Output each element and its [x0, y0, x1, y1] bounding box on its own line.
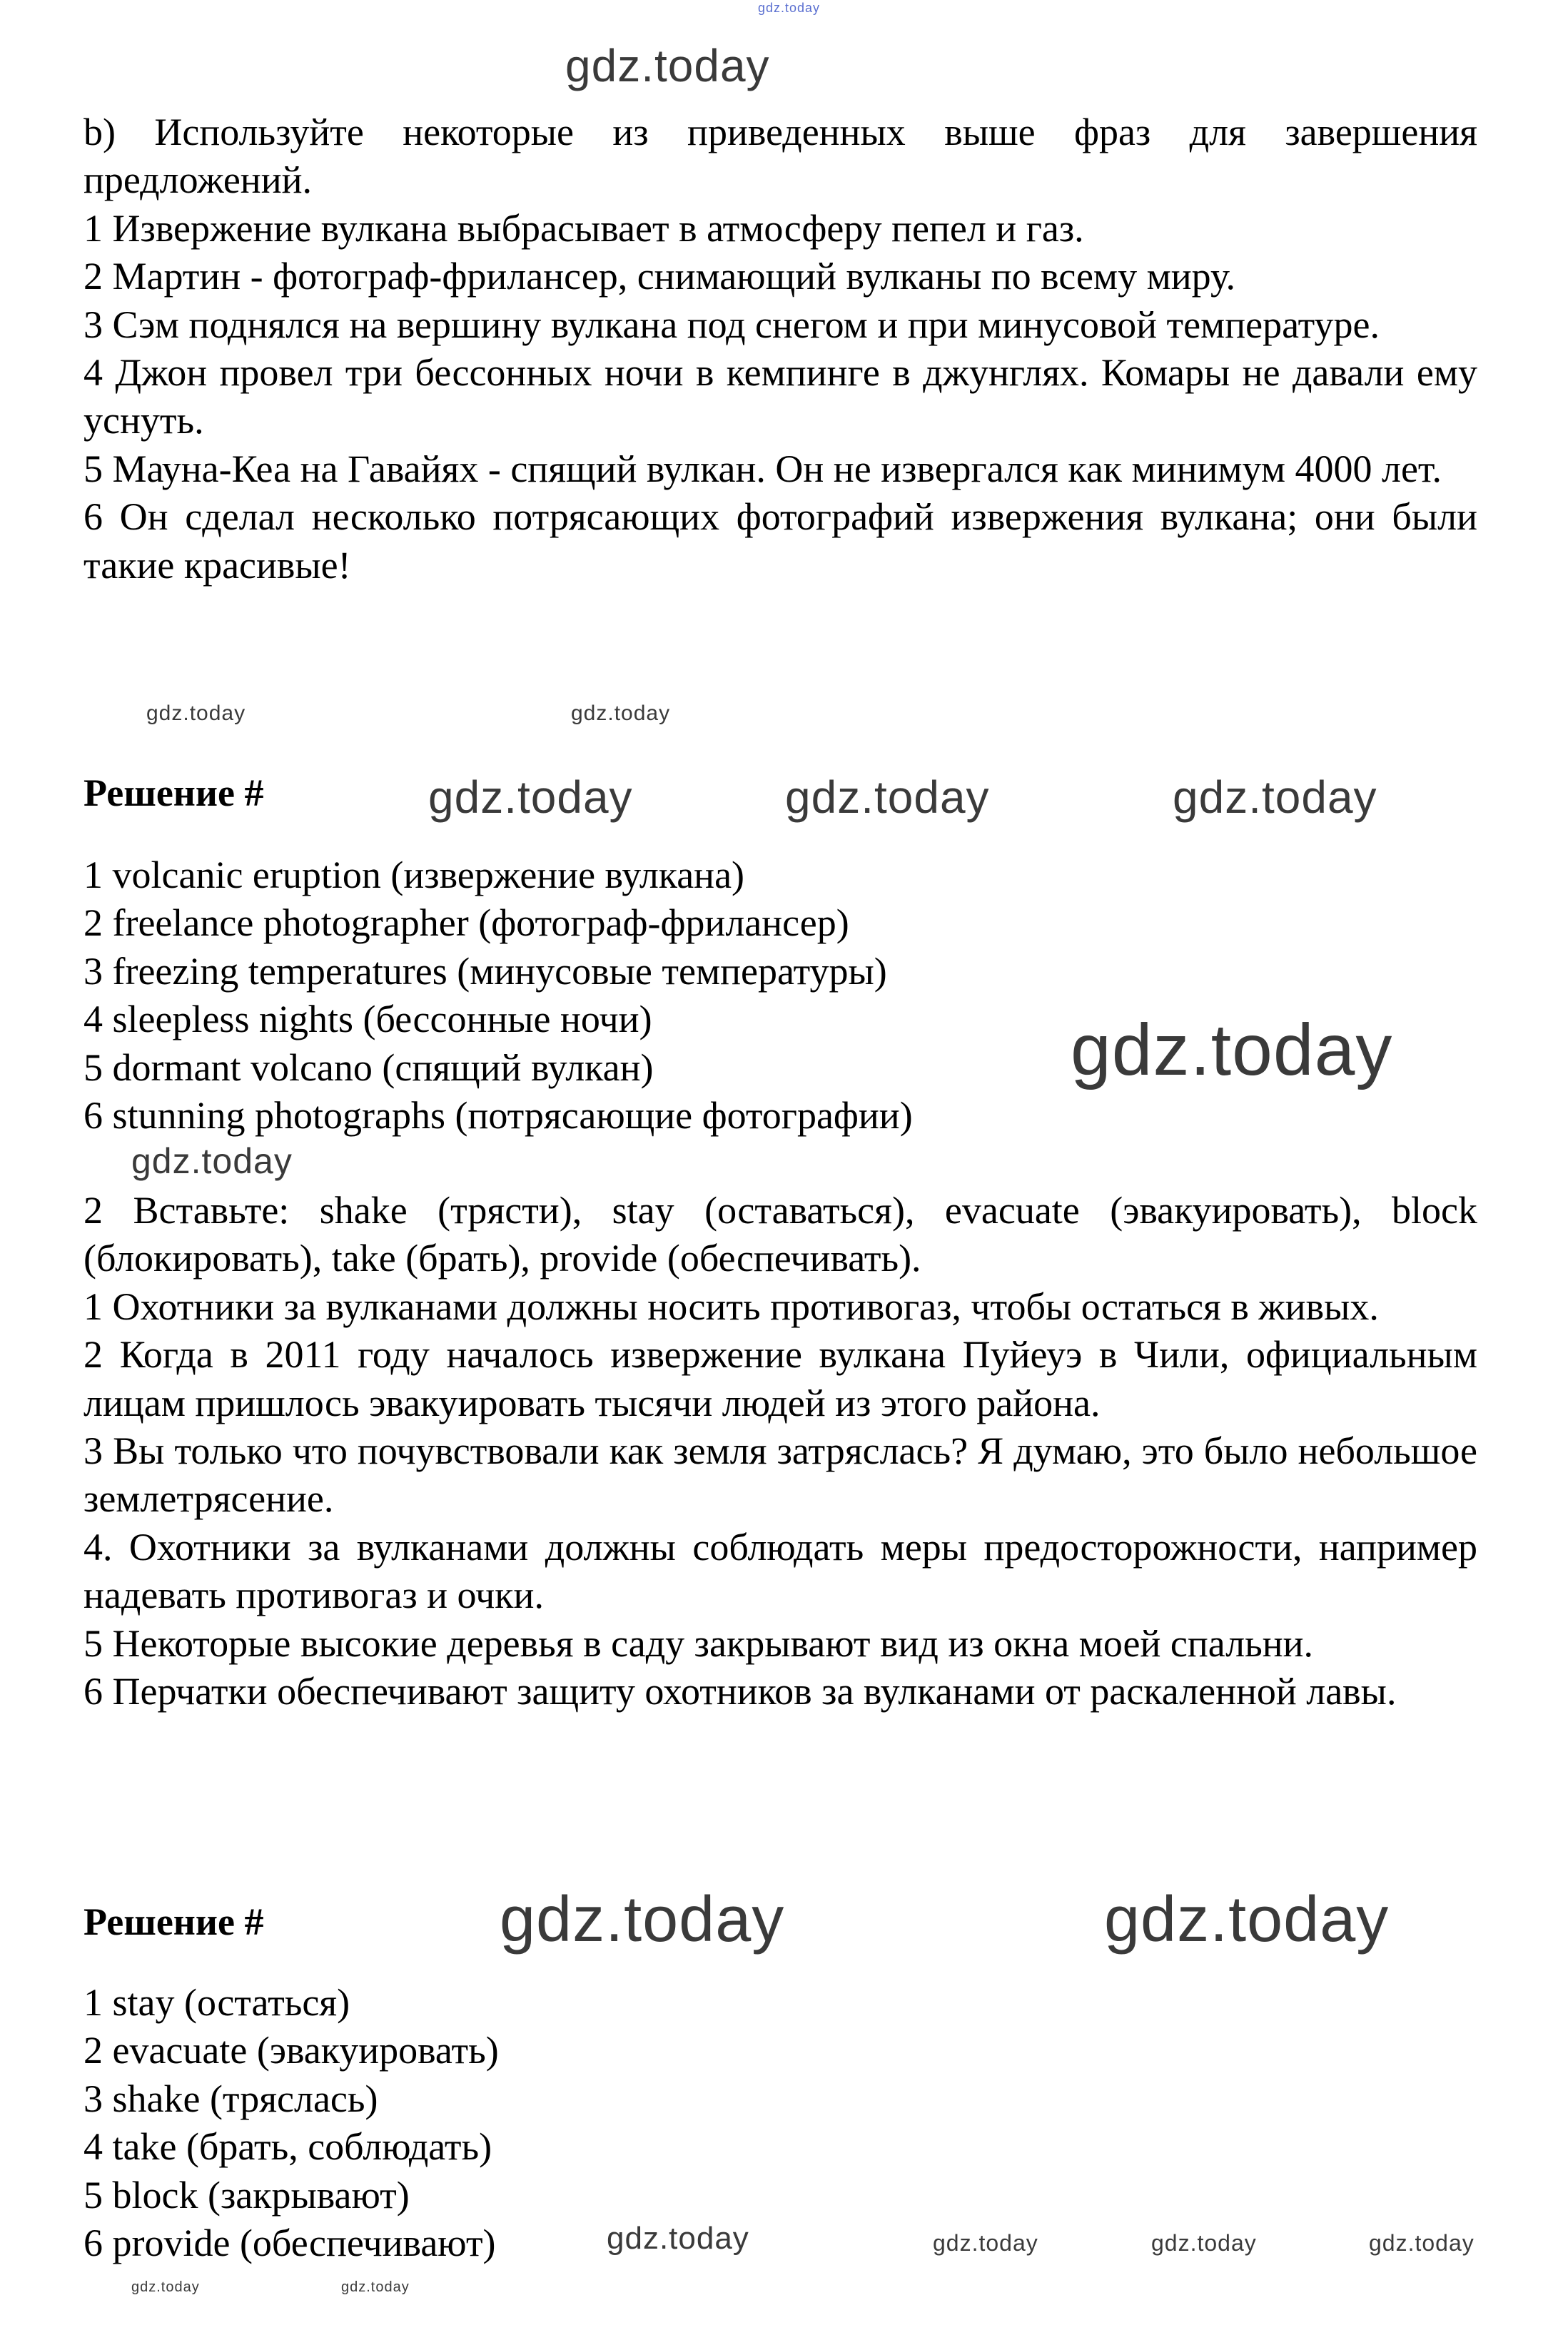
answer: 5 dormant volcano (спящий вулкан)	[84, 1045, 654, 1089]
solution-2-heading: Решение #	[84, 1900, 264, 1943]
watermark: gdz.today	[1369, 2230, 1475, 2256]
watermark: gdz.today	[565, 40, 770, 91]
watermark: gdz.today	[500, 1884, 785, 1955]
answer: 6 provide (обеспечивают)	[84, 2222, 496, 2265]
answer: 2 freelance photographer (фотограф-фрилансер)	[84, 901, 849, 945]
answer: 4 sleepless nights (бессонные ночи)	[84, 998, 652, 1041]
watermark: gdz.today	[1173, 771, 1377, 823]
solution-2-list	[84, 1979, 583, 2267]
sentence: 5 Некоторые высокие деревья в саду закрывают вид из окна моей спальни.	[84, 1621, 1314, 1665]
sentence: 3 Сэм поднялся на вершину вулкана под снегом и при минусовой температуре.	[84, 303, 1380, 346]
task-2-intro: 2 Вставьте: shake (трясти), stay (оставаться), evacuate (эвакуировать), block (блокировать), take (брать), provide (обеспечивать).	[84, 1189, 1477, 1280]
watermark: gdz.today	[571, 701, 671, 725]
sentence: 1 Охотники за вулканами должны носить противогаз, чтобы остаться в живых.	[84, 1285, 1379, 1328]
watermark: gdz.today	[1151, 2230, 1257, 2256]
watermark: gdz.today	[1071, 1009, 1393, 1090]
watermark: gdz.today	[341, 2279, 410, 2295]
task-b	[84, 108, 1477, 589]
sentence: 3 Вы только что почувствовали как земля затряслась? Я думаю, это было небольшое землетрясение.	[84, 1429, 1477, 1521]
solution-1-heading: Решение #	[84, 771, 264, 814]
answer: 4 take (брать, соблюдать)	[84, 2125, 492, 2169]
watermark: gdz.today	[146, 701, 246, 725]
answer: 6 stunning photographs (потрясающие фотографии)	[84, 1094, 913, 1138]
sentence: 2 Мартин - фотограф-фрилансер, снимающий вулканы по всему миру.	[84, 255, 1236, 298]
answer: 3 freezing temperatures (минусовые температуры)	[84, 949, 887, 993]
task-2	[84, 1187, 1477, 1716]
watermark: gdz.today	[607, 2221, 749, 2256]
watermark: gdz.today	[785, 771, 990, 823]
watermark: gdz.today	[758, 1, 821, 15]
watermark: gdz.today	[933, 2230, 1038, 2256]
answer: 5 block (закрывают)	[84, 2173, 410, 2217]
watermark: gdz.today	[1104, 1884, 1390, 1955]
watermark: gdz.today	[131, 2279, 200, 2295]
answer: 1 volcanic eruption (извержение вулкана)	[84, 854, 745, 896]
task-b-intro: b) Используйте некоторые из приведенных выше фраз для завершения предложений.	[84, 111, 1477, 202]
answer: 1 stay (остаться)	[84, 1981, 350, 2024]
watermark: gdz.today	[131, 1141, 293, 1181]
sentence: 2 Когда в 2011 году началось извержение вулкана Пуйеуэ в Чили, официальным лицам пришлось эвакуировать тысячи людей из этого района.	[84, 1333, 1477, 1424]
solution-1-list	[84, 851, 1011, 1140]
sentence: 1 Извержение вулкана выбрасывает в атмосферу пепел и газ.	[84, 206, 1084, 250]
sentence: 6 Перчатки обеспечивают защиту охотников за вулканами от раскаленной лавы.	[84, 1670, 1397, 1713]
sentence: 4. Охотники за вулканами должны соблюдать меры предосторожности, например надевать противогаз и очки.	[84, 1525, 1477, 1617]
sentence: 6 Он сделал несколько потрясающих фотографий извержения вулкана; они были такие красивые!	[84, 495, 1477, 587]
answer: 3 shake (тряслась)	[84, 2077, 378, 2120]
sentence: 5 Мауна-Кеа на Гавайях - спящий вулкан. Он не извергался как минимум 4000 лет.	[84, 447, 1442, 490]
answer: 2 evacuate (эвакуировать)	[84, 2029, 499, 2072]
watermark: gdz.today	[428, 771, 633, 823]
sentence: 4 Джон провел три бессонных ночи в кемпинге в джунглях. Комары не давали ему уснуть.	[84, 351, 1477, 442]
